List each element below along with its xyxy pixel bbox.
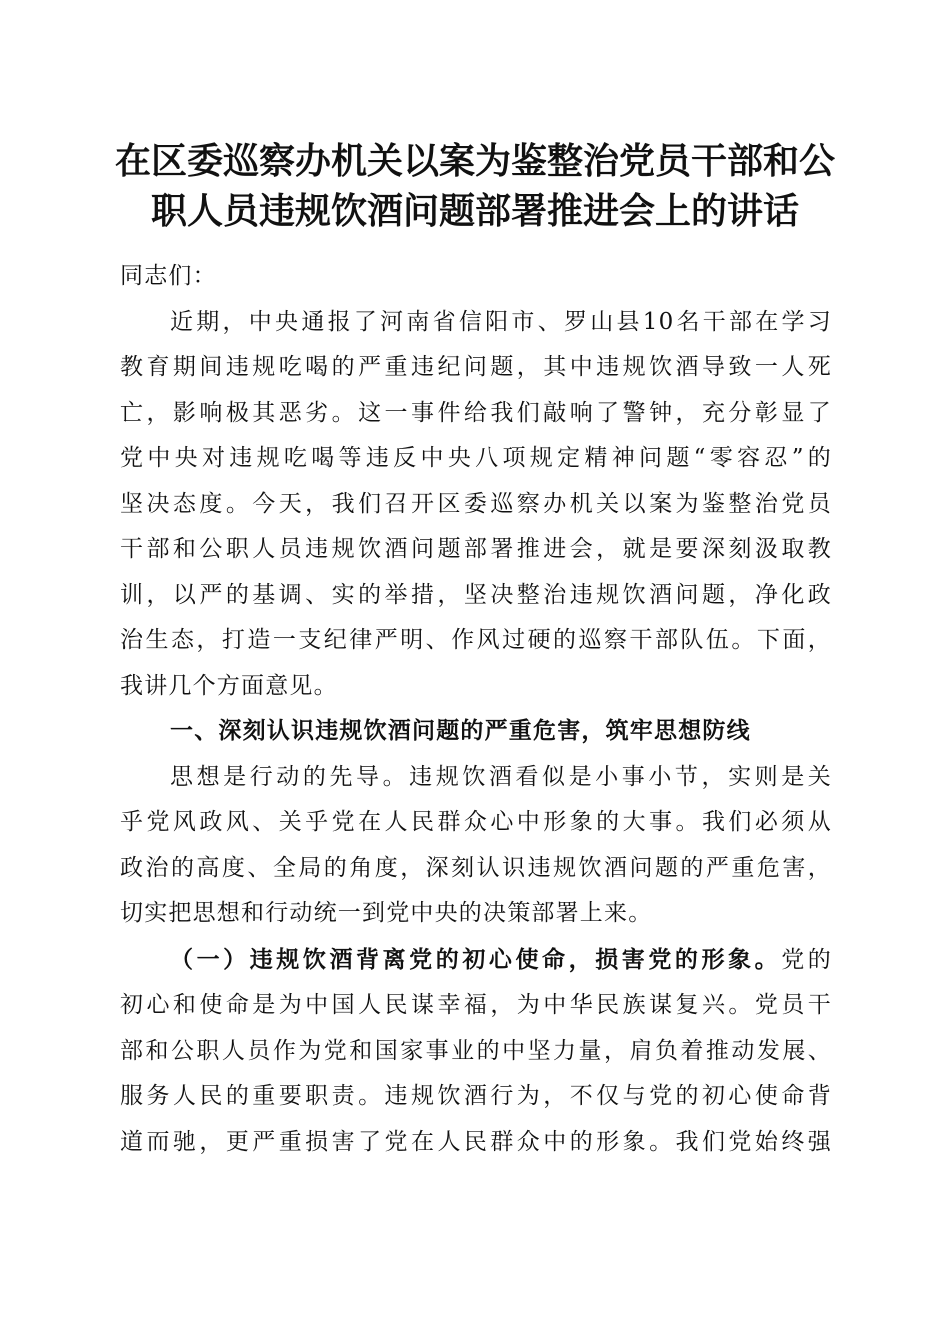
- paragraph-line: 训，以严的基调、实的举措，坚决整治违规饮酒问题，净化政: [120, 581, 832, 608]
- paragraph-section1: [120, 755, 832, 937]
- salutation: 同志们：: [120, 263, 217, 289]
- paragraph-subsection1: [120, 937, 832, 1166]
- paragraph-line: 部和公职人员作为党和国家事业的中坚力量，肩负着推动发展、: [120, 1037, 832, 1064]
- paragraph-line: 我讲几个方面意见。: [120, 672, 338, 699]
- paragraph-line: 近期，中央通报了河南省信阳市、罗山县10名干部在学习: [170, 308, 832, 335]
- paragraph-line: 乎党风政风、关乎党在人民群众心中形象的大事。我们必须从: [120, 809, 832, 835]
- subsection-line: [120, 937, 832, 984]
- paragraph-line: 初心和使命是为中国人民谋幸福，为中华民族谋复兴。党员干: [120, 992, 832, 1018]
- paragraph-intro: [120, 300, 832, 710]
- paragraph-line: 亡，影响极其恶劣。这一事件给我们敲响了警钟，充分彰显了: [120, 399, 832, 426]
- paragraph-line: 党中央对违规吃喝等违反中央八项规定精神问题“零容忍”的: [120, 445, 832, 471]
- title-line-1: 在区委巡察办机关以案为鉴整治党员干部和公: [114, 140, 835, 182]
- document-body: [120, 254, 832, 1165]
- section-heading-1: 一、深刻认识违规饮酒问题的严重危害，筑牢思想防线: [170, 718, 751, 744]
- paragraph-line: 教育期间违规吃喝的严重违纪问题，其中违规饮酒导致一人死: [120, 354, 832, 380]
- paragraph-line: 服务人民的重要职责。违规饮酒行为，不仅与党的初心使命背: [120, 1083, 832, 1109]
- subsection-heading-1: （一）违规饮酒背离党的初心使命，损害党的形象。: [170, 945, 782, 973]
- paragraph-line: 切实把思想和行动统一到党中央的决策部署上来。: [120, 900, 653, 926]
- paragraph-line: 治生态，打造一支纪律严明、作风过硬的巡察干部队伍。下面，: [120, 627, 832, 653]
- paragraph-line: 道而驰，更严重损害了党在人民群众中的形象。我们党始终强: [120, 1128, 832, 1155]
- subsection-text-start: 党的: [781, 946, 832, 973]
- paragraph-line: 坚决态度。今天，我们召开区委巡察办机关以案为鉴整治党员: [120, 490, 832, 517]
- title-line-2: 职人员违规饮酒问题部署推进会上的讲话: [150, 190, 799, 232]
- document-title: [110, 136, 840, 236]
- paragraph-line: 政治的高度、全局的角度，深刻认识违规饮酒问题的严重危害，: [120, 854, 832, 881]
- paragraph-line: 干部和公职人员违规饮酒问题部署推进会，就是要深刻汲取教: [120, 536, 832, 562]
- paragraph-line: 思想是行动的先导。违规饮酒看似是小事小节，实则是关: [170, 763, 832, 790]
